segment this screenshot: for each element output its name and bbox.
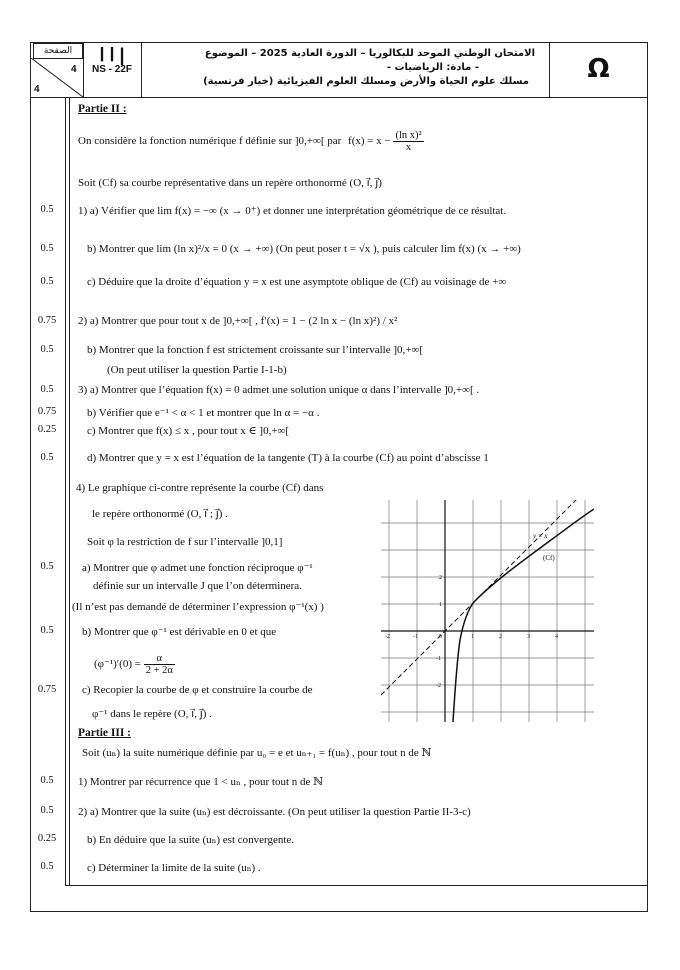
points-value: 0.25 <box>37 424 57 435</box>
page-number-top: 4 <box>71 64 77 75</box>
points-value: 0.5 <box>40 561 54 572</box>
function-fraction <box>393 130 423 153</box>
question-text: b) Montrer que φ⁻¹ est dérivable en 0 et que <box>82 626 277 638</box>
question-text: c) Déterminer la limite de la suite (uₙ) . <box>87 862 261 874</box>
subject-line: - مادة: الرياضيات - <box>386 62 479 73</box>
points-value: 0.5 <box>40 452 54 463</box>
points-value: 0.5 <box>40 775 54 786</box>
points-value: 0.5 <box>40 204 54 215</box>
question-note: (Il n’est pas demandé de déterminer l’expression φ⁻¹(x) ) <box>72 601 324 613</box>
question-text: c) Recopier la courbe de φ et construire la courbe de <box>82 684 313 696</box>
exam-title-box <box>141 42 550 97</box>
question-hint: (On peut utiliser la question Partie I-1-b) <box>107 364 287 376</box>
handwritten-code: ا ا | <box>99 45 125 65</box>
fraction-numerator: (ln x)² <box>395 130 422 141</box>
points-value: 0.5 <box>40 805 54 816</box>
partie3-title: Partie III : <box>78 727 132 739</box>
track-line: مسلك علوم الحياة والأرض ومسلك العلوم الفيزيائية (خيار فرنسية) <box>203 76 529 87</box>
question-text: 2) a) Montrer que pour tout x de ]0,+∞[ , f′(x) = 1 − (2 ln x − (ln x)²) / x² <box>78 315 398 327</box>
points-column-divider <box>65 98 66 885</box>
question-text: b) En déduire que la suite (uₙ) est convergente. <box>87 834 295 846</box>
partie2-title: Partie II : <box>78 103 127 115</box>
points-value: 0.5 <box>40 384 54 395</box>
x-tick-label: 2 <box>499 634 502 640</box>
x-tick-label: 0 <box>439 634 442 640</box>
points-value: 0.5 <box>40 344 54 355</box>
exam-code: NS - 22F <box>91 64 132 75</box>
exam-code-box <box>83 42 142 97</box>
intro-text: On considère la fonction numérique f définie sur ]0,+∞[ par <box>78 135 342 148</box>
points-value: 0.5 <box>40 861 54 872</box>
question-text: b) Montrer que lim (ln x)²/x = 0 (x → +∞) (On peut poser t = √x ), puis calculer lim f(x) (x → +∞) <box>87 243 521 255</box>
points-value: 0.75 <box>37 315 57 326</box>
question-text: c) Déduire que la droite d’équation y = x est une asymptote oblique de (Cf) au voisinage de +∞ <box>87 276 507 288</box>
partie2-curve-intro: Soit (Cf) sa courbe représentative dans un repère orthonormé (O, i⃗, j⃗) <box>78 177 382 189</box>
points-value: 0.75 <box>37 684 57 695</box>
question-text: Soit φ la restriction de f sur l’intervalle ]0,1] <box>87 536 283 548</box>
page-label: الصفحة <box>33 43 83 59</box>
y-tick-label: -1 <box>436 656 441 662</box>
points-value: 0.75 <box>37 406 57 417</box>
fraction-denominator: 2 + 2α <box>145 665 173 676</box>
y-tick-label: 2 <box>439 575 442 581</box>
derivative-fraction <box>144 653 175 676</box>
derivative-formula <box>94 653 175 676</box>
content-bottom-line <box>65 885 648 886</box>
exam-title: الامتحان الوطني الموحد للبكالوريا – الدورة العادية 2025 – الموضوع <box>204 48 535 59</box>
question-text: 4) Le graphique ci-contre représente la courbe (Cf) dans <box>76 482 324 494</box>
question-text: c) Montrer que f(x) ≤ x , pour tout x ∈ ]0,+∞[ <box>87 425 290 437</box>
fraction-numerator: α <box>144 653 175 665</box>
question-text: a) Montrer que φ admet une fonction réciproque φ⁻¹ <box>82 562 313 574</box>
question-text: d) Montrer que y = x est l’équation de la tangente (T) à la courbe (Cf) au point d’abscisse 1 <box>87 452 489 464</box>
asymptote-line <box>381 500 594 695</box>
x-tick-label: 4 <box>555 634 558 640</box>
question-text: 3) a) Montrer que l’équation f(x) = 0 admet une solution unique α dans l’intervalle ]0,+∞[ . <box>78 384 480 396</box>
question-text: b) Montrer que la fonction f est strictement croissante sur l’intervalle ]0,+∞[ <box>87 344 423 356</box>
curve-cf <box>453 509 594 722</box>
points-value: 0.5 <box>40 243 54 254</box>
points-value: 0.5 <box>40 276 54 287</box>
partie3-intro: Soit (uₙ) la suite numérique définie par u₀ = e et uₙ₊₁ = f(uₙ) , pour tout n de ℕ <box>82 747 432 759</box>
question-text: b) Vérifier que e⁻¹ < α < 1 et montrer que ln α = −α . <box>87 407 320 419</box>
logo-omega-icon: Ω <box>587 54 610 84</box>
curve-label: (Cf) <box>543 554 555 562</box>
x-tick-label: 3 <box>527 634 530 640</box>
question-text: 1) Montrer par récurrence que 1 < uₙ , pour tout n de ℕ <box>78 776 324 788</box>
x-tick-label: -1 <box>413 634 418 640</box>
fraction-denominator: x <box>405 142 412 153</box>
x-tick-label: -2 <box>385 634 390 640</box>
y-tick-label: -2 <box>436 683 441 689</box>
line-label: y = x <box>533 532 548 540</box>
function-graph <box>381 500 594 722</box>
question-text: 2) a) Montrer que la suite (uₙ) est décroissante. (On peut utiliser la question Partie II-3-c) <box>78 806 471 818</box>
x-tick-label: 1 <box>471 634 474 640</box>
question-text: φ⁻¹ dans le repère (O, i⃗, j⃗) . <box>92 708 212 720</box>
question-text: définie sur un intervalle J que l’on déterminera. <box>93 580 302 592</box>
points-value: 0.25 <box>37 833 57 844</box>
function-definition: f(x) = x − <box>348 135 391 148</box>
graph-grid <box>381 500 594 722</box>
points-column-divider-inner <box>69 98 70 885</box>
y-tick-label: 1 <box>439 602 442 608</box>
page-count: 4 <box>34 84 40 95</box>
question-text: le repère orthonormé (O, i⃗ ; j⃗) . <box>92 508 228 520</box>
question-text: 1) a) Vérifier que lim f(x) = −∞ (x → 0⁺) et donner une interprétation géométrique de ce résultat. <box>78 205 507 217</box>
derivative-lhs: (φ⁻¹)′(0) = <box>94 658 141 671</box>
header-divider <box>31 97 648 98</box>
partie2-intro <box>78 130 424 153</box>
points-value: 0.5 <box>40 625 54 636</box>
